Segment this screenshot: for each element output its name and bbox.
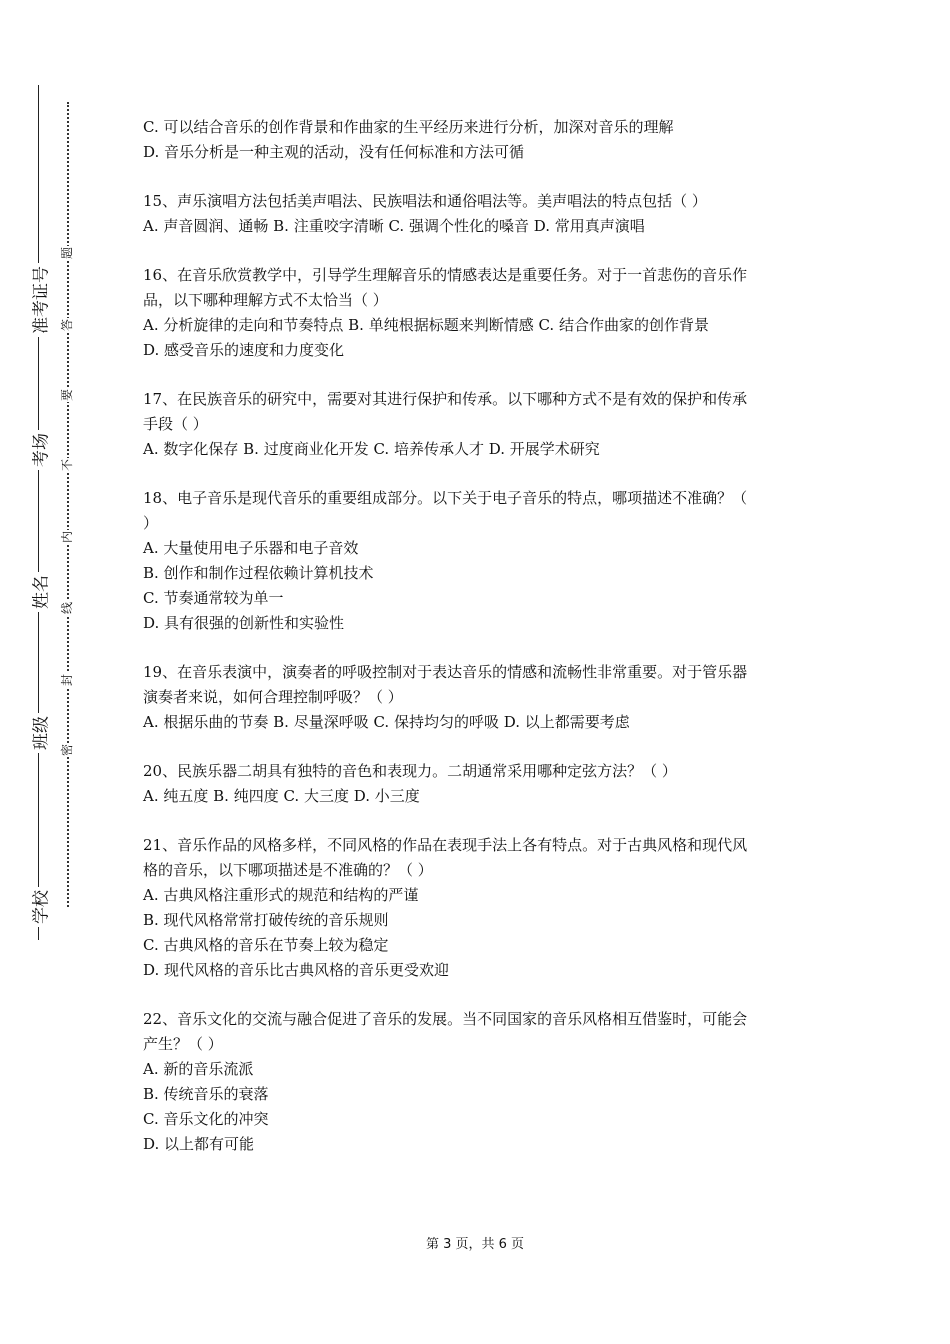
question-line: C. 节奏通常较为单一 [143,589,284,607]
question-content [143,115,833,1157]
question-line: C. 音乐文化的冲突 [143,1110,269,1128]
spacer [143,462,833,486]
school-label: 学校 [27,887,52,927]
question-line: 手段（ ） [143,415,208,433]
question-line: C. 古典风格的音乐在节奏上较为稳定 [143,936,389,954]
question-line: 15、声乐演唱方法包括美声唱法、民族唱法和通俗唱法等。美声唱法的特点包括（ ） [143,192,707,210]
question-line: 21、音乐作品的风格多样，不同风格的作品在表现手法上各有特点。对于古典风格和现代风 [143,836,748,854]
question-line: A. 声音圆润、通畅 B. 注重咬字清晰 C. 强调个性化的嗓音 D. 常用真声演唱 [143,217,645,235]
question-line: A. 古典风格注重形式的规范和结构的严谨 [143,886,419,904]
question-line: 19、在音乐表演中，演奏者的呼吸控制对于表达音乐的情感和流畅性非常重要。对于管乐器 [143,663,748,681]
spacer [143,983,833,1007]
exam-number-label: 准考证号 [27,263,52,337]
question-line: C. 可以结合音乐的创作背景和作曲家的生平经历来进行分析，加深对音乐的理解 [143,118,674,136]
name-label: 姓名 [27,572,52,612]
question-line: D. 音乐分析是一种主观的活动，没有任何标准和方法可循 [143,143,525,161]
question-line: D. 以上都有可能 [143,1135,255,1153]
question-line: A. 新的音乐流派 [143,1060,254,1078]
spacer [143,239,833,263]
question-line: 18、电子音乐是现代音乐的重要组成部分。以下关于电子音乐的特点，哪项描述不准确？（ [143,489,748,507]
question-line: D. 现代风格的音乐比古典风格的音乐更受欢迎 [143,961,450,979]
question-line: B. 传统音乐的衰落 [143,1085,269,1103]
question-line: A. 大量使用电子乐器和电子音效 [143,539,359,557]
question-line: 产生？（ ） [143,1035,223,1053]
spacer [143,735,833,759]
class-label: 班级 [27,713,52,753]
question-line: ） [143,514,159,532]
question-line: B. 现代风格常常打破传统的音乐规则 [143,911,389,929]
question-line: A. 数字化保存 B. 过度商业化开发 C. 培养传承人才 D. 开展学术研究 [143,440,600,458]
question-line: A. 分析旋律的走向和节奏特点 B. 单纯根据标题来判断情感 C. 结合作曲家的创作背景 [143,316,709,334]
question-line: B. 创作和制作过程依赖计算机技术 [143,564,374,582]
question-line: 16、在音乐欣赏教学中，引导学生理解音乐的情感表达是重要任务。对于一首悲伤的音乐作 [143,266,748,284]
seal-dotted-line [67,102,69,907]
spacer [143,165,833,189]
spacer [143,636,833,660]
question-line: A. 纯五度 B. 纯四度 C. 大三度 D. 小三度 [143,787,420,805]
question-line: D. 具有很强的创新性和实验性 [143,614,345,632]
question-line: 品，以下哪种理解方式不太恰当（ ） [143,291,388,309]
binding-margin: 准考证号 考场 姓名 班级 学校 题 答 要 不 内 线 封 密 [0,0,120,1344]
page-footer: 第 3 页，共 6 页 [425,1237,525,1252]
question-line: 格的音乐，以下哪项描述是不准确的？（ ） [143,861,433,879]
question-line: 演奏者来说，如何合理控制呼吸？（ ） [143,688,403,706]
question-line: 22、音乐文化的交流与融合促进了音乐的发展。当不同国家的音乐风格相互借鉴时，可能会 [143,1010,748,1028]
question-line: A. 根据乐曲的节奏 B. 尽量深呼吸 C. 保持均匀的呼吸 D. 以上都需要考虑 [143,713,630,731]
exam-room-label: 考场 [27,430,52,470]
spacer [143,363,833,387]
question-line: D. 感受音乐的速度和力度变化 [143,341,345,359]
binding-solid-line [38,85,39,940]
question-line: 17、在民族音乐的研究中，需要对其进行保护和传承。以下哪种方式不是有效的保护和传承 [143,390,748,408]
question-line: 20、民族乐器二胡具有独特的音色和表现力。二胡通常采用哪种定弦方法？（ ） [143,762,677,780]
spacer [143,809,833,833]
